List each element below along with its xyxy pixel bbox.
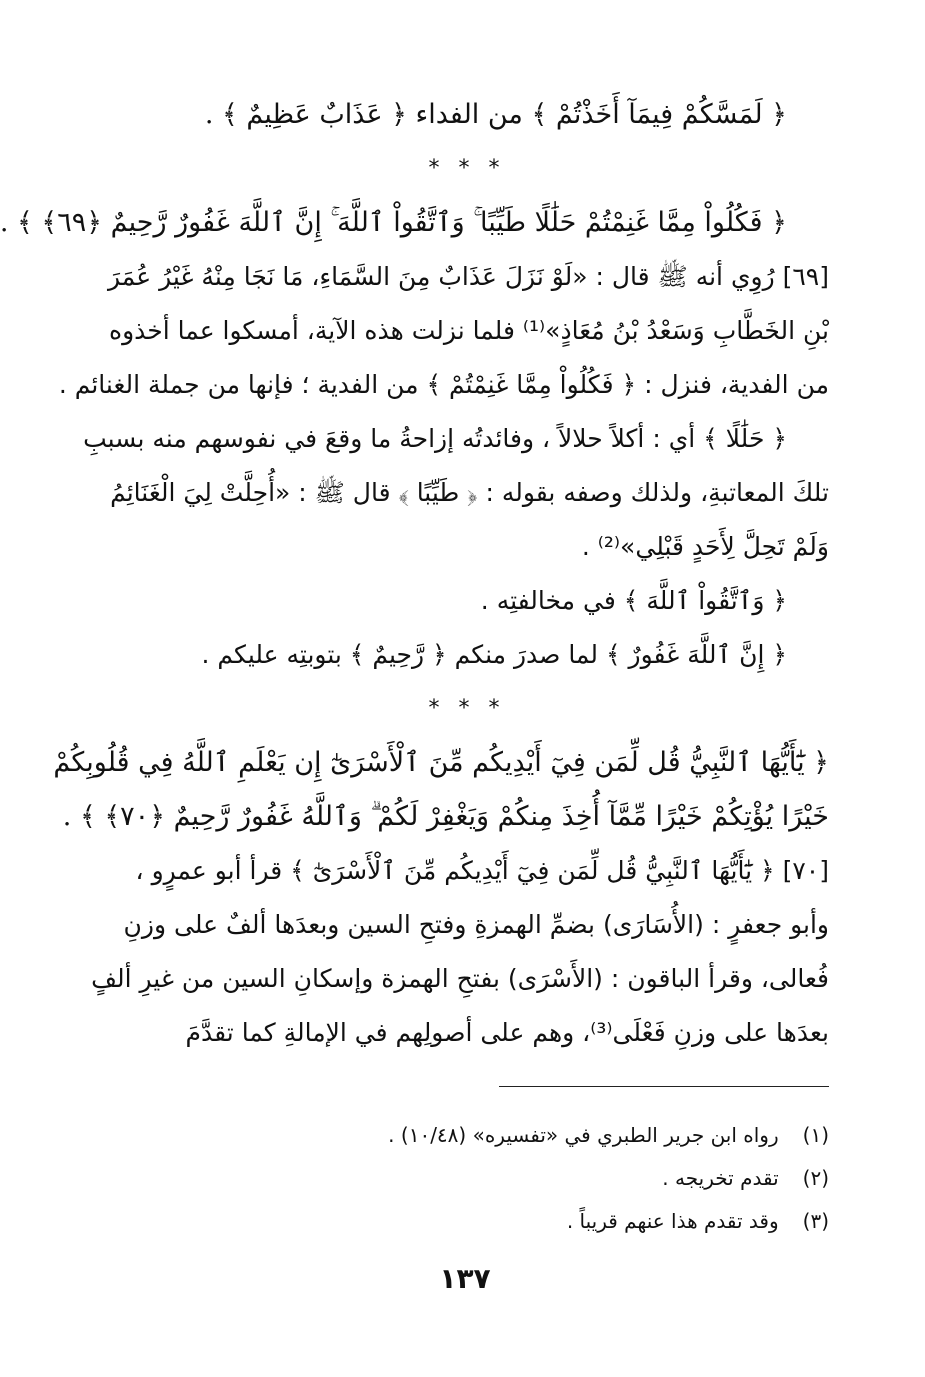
text-line: ﴿ حَلَٰلًا ﴾ أي : أكلاً حلالاً ، وفائدتُه إزاحةُ ما وقعَ في نفوسهم منه بسببِ: [83, 424, 787, 453]
text-line: من الفدية، فنزل : ﴿ فَكُلُواْ مِمَّا غَنِمْتُمْ ﴾ من الفدية ؛ فإنها من جملة الغنائم .: [58, 370, 829, 399]
section-separator: * * *: [428, 696, 506, 721]
text-line: [٧٠] ﴿ يَٰٓأَيُّهَا ٱلنَّبِيُّ قُل لِّمَن فِيٓ أَيْدِيكُم مِّنَ ٱلْأَسْرَىٰٓ ﴾ قرأ أبو عمرٍو ،: [135, 856, 829, 885]
text-line: تلكَ المعاتبةِ، ولذلك وصفه بقوله : ﴿ طَيِّبًا ﴾ قال ﷺ : «أُحِلَّتْ لِيَ الْغَنَائِمُ: [110, 478, 829, 507]
footnote-item: [105, 1157, 829, 1200]
main-text: [0, 88, 829, 1060]
footnote-divider: [499, 1086, 829, 1087]
text-line: ﴿ وَٱتَّقُواْ ٱللَّهَ ﴾ في مخالفتِه .: [480, 586, 787, 615]
page-number: ١٣٧: [439, 1262, 491, 1295]
text-line: ﴿ إِنَّ ٱللَّهَ غَفُورٌ ﴾ لما صدرَ منكم ﴿ رَّحِيمٌ ﴾ بتوبتِه عليكم .: [201, 640, 787, 669]
footnote-item: [105, 1114, 829, 1157]
footnote-text: وقد تقدم هذا عنهم قريباً .: [566, 1209, 779, 1233]
footnotes: [105, 1114, 829, 1243]
footnote-number: (١): [802, 1123, 829, 1147]
text-line: بعدَها على وزنِ فَعْلَى⁽³⁾، وهم على أصولِهم في الإمالةِ كما تقدَّمَ: [185, 1018, 829, 1047]
footnote-number: (٢): [802, 1166, 829, 1190]
verse-line: ﴿ فَكُلُواْ مِمَّا غَنِمْتُمْ حَلَٰلًا طَيِّبًا ۚ وَٱتَّقُواْ ٱللَّهَ ۚ إِنَّ ٱللَّهَ غَفُورٌ رَّحِيمٌ ﴿٦٩﴾ ﴾ .: [0, 207, 787, 238]
text-line: وأبو جعفرٍ : (الأُسَارَى) بضمِّ الهمزةِ وفتحِ السين وبعدَها ألفٌ على وزنِ: [123, 910, 829, 939]
text-line: وَلَمْ تَحِلَّ لِأَحَدٍ قَبْلِي»⁽²⁾ .: [581, 532, 829, 561]
text-line: ﴿ لَمَسَّكُمْ فِيمَآ أَخَذْتُمْ ﴾ من الفداء ﴿ عَذَابٌ عَظِيمٌ ﴾ .: [204, 99, 787, 130]
text-line: بْنِ الخَطَّابِ وَسَعْدُ بْنُ مُعَاذٍ»⁽¹⁾ فلما نزلت هذه الآية، أمسكوا عما أخذوه: [108, 316, 829, 345]
section-separator: * * *: [428, 156, 506, 181]
verse-line: خَيْرًا يُؤْتِكُمْ خَيْرًا مِّمَّآ أُخِذَ مِنكُمْ وَيَغْفِرْ لَكُمْ ۗ وَٱللَّهُ غَفُورٌ رَّحِيمٌ ﴿٧٠﴾ ﴾ .: [62, 801, 829, 832]
text-line: [٦٩] رُوِي أنه ﷺ قال : «لَوْ نَزَلَ عَذَابٌ مِنَ السَّمَاءِ، مَا نَجَا مِنْهُ غَيْرُ عُمَرَ: [107, 262, 829, 291]
verse-line: ﴿ يَٰٓأَيُّهَا ٱلنَّبِيُّ قُل لِّمَن فِيٓ أَيْدِيكُم مِّنَ ٱلْأَسْرَىٰٓ إِن يَعْلَمِ ٱللَّهُ فِي قُلُوبِكُمْ: [53, 747, 829, 778]
footnote-number: (٣): [802, 1209, 829, 1233]
footnote-text: تقدم تخريجه .: [662, 1166, 779, 1190]
text-line: فُعالى، وقرأ الباقون : (الأَسْرَى) بفتحِ الهمزة وإسكانِ السين من غيرِ ألفٍ: [91, 964, 829, 993]
footnote-text: رواه ابن جرير الطبري في «تفسيره» (١٠/٤٨) .: [388, 1123, 779, 1147]
footnote-item: [105, 1200, 829, 1243]
